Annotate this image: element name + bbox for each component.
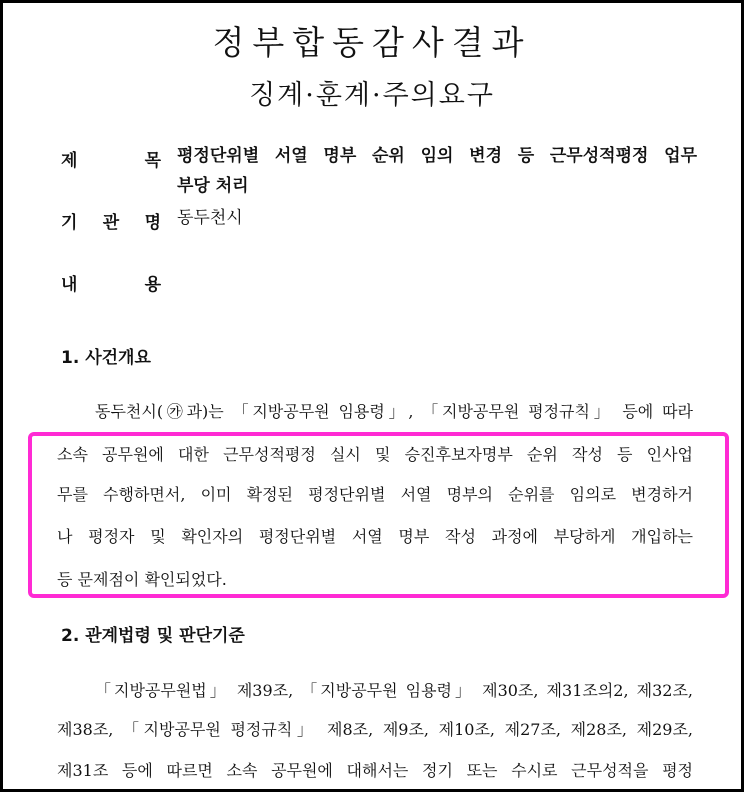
paragraph-line: 소속 공무원에 대한 근무성적평정 실시 및 승진후보자명부 순위 작성 등 인사업 [57, 445, 693, 464]
section-2-heading: 2. 관계법령 및 판단기준 [61, 626, 245, 646]
section-1-heading: 1. 사건개요 [61, 348, 151, 368]
paragraph-line: 제31조 등에 따르면 소속 공무원에 대해서는 정기 또는 수시로 근무성적을 평정 [57, 761, 693, 780]
highlight-box [28, 432, 729, 598]
paragraph-line: 「지방공무원법」 제39조, 「지방공무원 임용령」 제30조, 제31조의2, 제32조, [95, 681, 693, 700]
content-label-part: 용 [144, 275, 161, 295]
subject-line: 평정단위별 서열 명부 순위 임의 변경 등 근무성적평정 업무 [177, 146, 697, 166]
org-label-part: 관 [102, 213, 120, 233]
paragraph-line: 등 문제점이 확인되었다. [57, 570, 227, 589]
subject-label-part: 목 [144, 151, 161, 171]
org-label [61, 208, 161, 233]
content-label [61, 270, 161, 295]
subject-label-part: 제 [61, 151, 78, 171]
document-title: 정부합동감사결과 [212, 23, 532, 62]
document-subtitle: 징계·훈계·주의요구 [249, 80, 495, 111]
paragraph-line: 제38조, 「지방공무원 평정규칙」 제8조, 제9조, 제10조, 제27조, 제28조, 제29조, [57, 720, 693, 739]
org-value: 동두천시 [177, 208, 243, 228]
paragraph-line: 무를 수행하면서, 이미 확정된 평정단위별 서열 명부의 순위를 임의로 변경하거 [57, 485, 693, 504]
paragraph-line: 나 평정자 및 확인자의 평정단위별 서열 명부 작성 과정에 부당하게 개입하는 [57, 527, 693, 546]
paragraph-line: 동두천시(㉮과)는 「지방공무원 임용령」, 「지방공무원 평정규칙」 등에 따라 [95, 402, 693, 421]
subject-line: 부당 처리 [177, 176, 249, 196]
org-label-part: 기 [61, 213, 78, 233]
org-label-part: 명 [144, 213, 161, 233]
content-label-part: 내 [61, 275, 78, 295]
subject-value [177, 141, 697, 201]
subject-label [61, 146, 161, 171]
